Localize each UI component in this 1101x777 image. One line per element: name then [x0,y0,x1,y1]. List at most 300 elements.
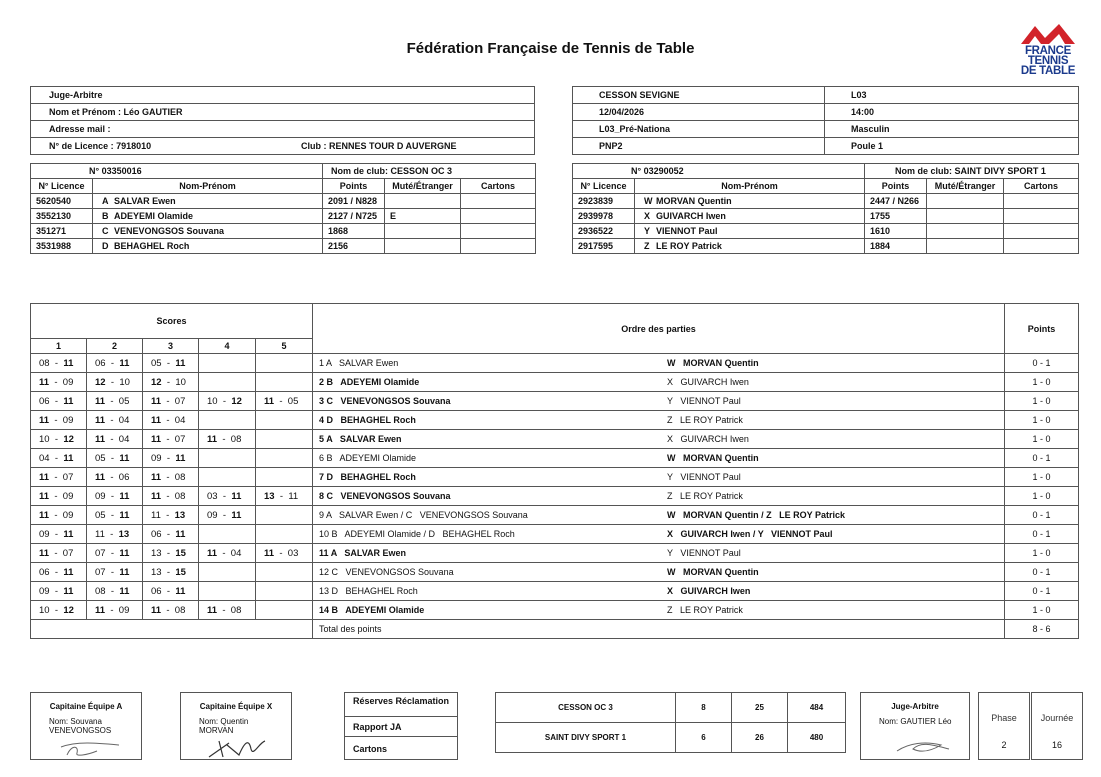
set-score-away: 08 [174,490,186,502]
set-score-sep: - [161,471,175,483]
set-score-away: 11 [119,452,130,464]
player-licence: 2939978 [573,209,635,224]
set-score-away: 08 [174,604,186,616]
set-2-header: 2 [87,339,143,354]
set-score-away: 04 [230,547,242,559]
game-right-player: X GUIVARCH Iwen [667,377,749,387]
player-name-cell [93,194,323,209]
game-right-player: Y VIENNOT Paul [667,548,741,558]
game-players [313,563,1005,582]
set-score-sep: - [105,604,119,616]
referee-licence-row [31,138,535,155]
set-score-home: 07 [95,547,106,559]
player-name-cell [93,239,323,254]
set-score-sep: - [49,376,63,388]
game-right-player: Z LE ROY Patrick [667,491,743,501]
set-score [199,525,256,544]
game-points: 1 - 0 [1005,392,1079,411]
set-score-home: 11 [151,395,162,407]
player-cartons [461,224,536,239]
set-score [256,411,313,430]
set-score [143,563,199,582]
game-row [31,601,1079,620]
referee-box-title: Juge-Arbitre [891,702,939,711]
set-score-away: 09 [62,376,74,388]
set-score [199,354,256,373]
set-score-home: 13 [151,566,162,578]
referee-label: Juge-Arbitre [31,87,535,104]
set-score-home: 07 [95,566,106,578]
set-score [87,506,143,525]
set-score [87,449,143,468]
set-score-sep: - [217,490,232,502]
match-date: 12/04/2026 [573,104,825,121]
set-score-home: 03 [207,490,218,502]
set-score [199,544,256,563]
captain-a-box [30,692,142,760]
set-score-away: 05 [118,395,130,407]
set-score-sep: - [274,490,289,502]
player-name: LE ROY Patrick [656,241,722,251]
logo-line-1: FRANCE [1024,45,1072,57]
set-score-home: 11 [151,471,162,483]
player-points: 2156 [323,239,385,254]
set-score-away: 11 [119,357,130,369]
player-row [573,209,1079,224]
set-score-sep: - [161,585,176,597]
player-row [573,194,1079,209]
set-score-home: 11 [39,547,50,559]
set-score [256,430,313,449]
set-score-home: 11 [95,433,106,445]
game-points: 0 - 1 [1005,563,1079,582]
set-score-away: 08 [230,604,242,616]
team-a-number: N° 03350016 [31,164,323,179]
team-a-table [30,163,536,254]
set-score [87,468,143,487]
set-score [143,411,199,430]
competition-code: L03 [825,87,1079,104]
game-row [31,468,1079,487]
set-score-away: 11 [119,509,130,521]
set-score-away: 12 [63,604,74,616]
game-right-player: W MORVAN Quentin [667,453,759,463]
set-score-sep: - [105,357,120,369]
set-1-header: 1 [31,339,87,354]
game-row [31,487,1079,506]
set-score-sep: - [161,566,176,578]
set-score [256,373,313,392]
set-score-sep: - [49,433,64,445]
set-score-home: 09 [39,528,50,540]
game-points: 1 - 0 [1005,601,1079,620]
set-score-away: 13 [118,528,130,540]
set-score-away: 11 [63,566,74,578]
set-score [199,392,256,411]
referee-club: Club : RENNES TOUR D AUVERGNE [301,141,457,151]
set-score [199,468,256,487]
set-score-home: 11 [95,414,106,426]
player-row [31,239,536,254]
game-points: 0 - 1 [1005,582,1079,601]
player-name: GUIVARCH Iwen [656,211,726,221]
game-right-player: X GUIVARCH Iwen [667,586,751,596]
set-score-away: 06 [118,471,130,483]
set-score [31,392,87,411]
set-score-away: 11 [119,547,130,559]
set-score-home: 08 [39,357,50,369]
player-row [31,209,536,224]
set-score [199,487,256,506]
set-score [87,582,143,601]
set-score-sep: - [105,433,119,445]
game-left-player: 4 D BEHAGHEL Roch [319,415,416,425]
journee-value: 16 [1051,740,1062,750]
set-score-away: 11 [63,395,74,407]
set-score-sep: - [217,433,231,445]
game-row [31,430,1079,449]
game-points: 1 - 0 [1005,487,1079,506]
set-score [31,601,87,620]
player-letter: X [644,211,651,221]
set-score-sep: - [49,585,64,597]
set-score-away: 11 [175,585,186,597]
set-score-away: 13 [174,509,186,521]
game-players [313,506,1005,525]
order-header: Ordre des parties [313,304,1005,354]
game-right-player: Z LE ROY Patrick [667,415,743,425]
set-score-home: 11 [151,604,162,616]
set-score-away: 11 [63,357,74,369]
set-score-home: 11 [151,414,162,426]
set-score-away: 11 [175,452,186,464]
competition-name: L03_Pré-Nationa [573,121,825,138]
division: PNP2 [573,138,825,155]
set-score-sep: - [105,395,119,407]
set-score-home: 11 [39,509,50,521]
team-x-number: N° 03290052 [573,164,865,179]
set-score-away: 07 [62,471,74,483]
set-score [31,354,87,373]
player-name-cell [635,239,865,254]
set-score-home: 11 [207,547,218,559]
set-score-home: 06 [39,566,50,578]
set-score [31,544,87,563]
player-row [31,224,536,239]
set-score-sep: - [161,414,175,426]
set-score [87,525,143,544]
captain-a-title: Capitaine Équipe A [49,702,123,711]
game-points: 1 - 0 [1005,544,1079,563]
player-name: MORVAN Quentin [656,196,732,206]
set-score-home: 12 [151,376,162,388]
set-score-sep: - [49,509,63,521]
set-score-home: 10 [39,433,50,445]
set-score-sep: - [105,414,119,426]
game-players [313,354,1005,373]
referee-box-name: Nom: GAUTIER Léo [879,717,952,726]
match-time: 14:00 [825,104,1079,121]
set-score-sep: - [161,395,175,407]
game-left-player: 14 B ADEYEMI Olamide [319,605,425,615]
set-score-home: 09 [95,490,106,502]
set-score-away: 11 [231,509,242,521]
player-name: VENEVONGSOS Souvana [114,226,225,236]
player-letter: D [102,241,109,251]
set-score [87,544,143,563]
set-score-home: 11 [95,604,106,616]
player-name-cell [635,224,865,239]
game-right-player: X GUIVARCH Iwen [667,434,749,444]
game-row [31,411,1079,430]
set-score-home: 05 [95,452,106,464]
col-mute: Muté/Étranger [927,179,1004,194]
set-score [31,582,87,601]
player-cartons [1004,239,1079,254]
set-score [199,411,256,430]
summary-value-3: 484 [788,693,846,723]
set-score [143,354,199,373]
set-score-sep: - [49,395,64,407]
set-score-sep: - [105,376,120,388]
game-left-player: 12 C VENEVONGSOS Souvana [319,567,454,577]
set-4-header: 4 [199,339,256,354]
set-score [256,468,313,487]
set-score [256,582,313,601]
set-score-home: 11 [39,414,50,426]
game-left-player: 5 A SALVAR Ewen [319,434,402,444]
set-score [87,354,143,373]
set-score-sep: - [160,509,175,521]
set-score-away: 11 [175,357,186,369]
set-score-home: 11 [95,528,105,540]
set-score [256,544,313,563]
set-score [256,354,313,373]
set-score-sep: - [161,376,176,388]
set-score-away: 09 [62,414,74,426]
referee-box [860,692,970,760]
set-score-sep: - [105,585,120,597]
set-score-sep: - [49,471,63,483]
set-score [31,449,87,468]
player-name: BEHAGHEL Roch [114,241,190,251]
game-row [31,354,1079,373]
set-score-home: 11 [95,471,106,483]
set-score-home: 09 [39,585,50,597]
game-points: 0 - 1 [1005,449,1079,468]
game-players [313,373,1005,392]
set-score-home: 06 [39,395,50,407]
set-score-away: 10 [119,376,130,388]
game-right-player: W MORVAN Quentin / Z LE ROY Patrick [667,510,846,520]
game-players [313,411,1005,430]
set-score [87,430,143,449]
player-letter: Z [644,241,650,251]
set-score [143,449,199,468]
player-mute [385,224,461,239]
reserves-label: Réserves Réclamation [345,693,457,717]
set-score-home: 11 [264,395,275,407]
set-score [199,506,256,525]
pool: Poule 1 [825,138,1079,155]
set-score-home: 11 [95,395,106,407]
set-score-sep: - [217,547,231,559]
host-club: CESSON SEVIGNE [573,87,825,104]
player-licence: 2923839 [573,194,635,209]
player-letter: Y [644,226,651,236]
player-points: 2447 / N266 [865,194,927,209]
game-left-player: 8 C VENEVONGSOS Souvana [319,491,451,501]
set-score-sep: - [161,433,175,445]
set-score-away: 11 [63,528,74,540]
game-points: 1 - 0 [1005,411,1079,430]
set-score-away: 07 [174,433,186,445]
summary-value-2: 26 [732,723,788,753]
game-players [313,449,1005,468]
set-score [31,487,87,506]
set-score [199,601,256,620]
set-score-home: 09 [151,452,162,464]
set-score-away: 10 [175,376,186,388]
set-score-home: 06 [95,357,106,369]
set-score-away: 07 [62,547,74,559]
journee-box [1031,692,1083,760]
game-points: 1 - 0 [1005,430,1079,449]
player-cartons [1004,209,1079,224]
set-score-sep: - [49,452,64,464]
summary-club: CESSON OC 3 [496,693,676,723]
set-score-sep: - [217,395,232,407]
player-licence: 5620540 [31,194,93,209]
set-score-home: 06 [151,528,162,540]
set-score-sep: - [161,604,175,616]
game-left-player: 7 D BEHAGHEL Roch [319,472,416,482]
set-score [143,544,199,563]
set-score-sep: - [161,528,176,540]
set-score [31,373,87,392]
set-score [199,582,256,601]
journee-label: Journée [1040,713,1074,723]
player-letter: A [102,196,109,206]
set-score-home: 11 [151,433,162,445]
reserves-box [344,692,458,760]
set-3-header: 3 [143,339,199,354]
phase-label: Phase [991,713,1017,723]
set-score [143,525,199,544]
referee-name: Nom et Prénom : Léo GAUTIER [31,104,535,121]
set-score-home: 05 [95,509,106,521]
player-cartons [461,209,536,224]
game-row [31,582,1079,601]
game-left-player: 2 B ADEYEMI Olamide [319,377,420,387]
player-cartons [1004,194,1079,209]
summary-value-2: 25 [732,693,788,723]
set-score-away: 04 [118,433,130,445]
set-score [87,411,143,430]
player-mute [385,194,461,209]
col-name: Nom-Prénom [93,179,323,194]
player-points: 2127 / N725 [323,209,385,224]
summary-value-3: 480 [788,723,846,753]
set-score-sep: - [105,471,119,483]
set-score-away: 15 [175,566,186,578]
phase-box [978,692,1030,760]
team-x-club: Nom de club: SAINT DIVY SPORT 1 [865,164,1079,179]
game-points: 0 - 1 [1005,354,1079,373]
game-points: 0 - 1 [1005,506,1079,525]
game-players [313,487,1005,506]
game-players [313,392,1005,411]
set-score [199,563,256,582]
cartons-label: Cartons [353,744,388,754]
game-row [31,506,1079,525]
game-left-player: 3 C VENEVONGSOS Souvana [319,396,451,406]
set-score-away: 11 [119,566,130,578]
set-score-away: 05 [287,395,299,407]
set-score-sep: - [161,452,176,464]
set-score [31,563,87,582]
scores-header: Scores [31,304,313,339]
set-score [143,487,199,506]
set-score [199,373,256,392]
player-points: 1868 [323,224,385,239]
set-score [87,487,143,506]
player-mute: E [385,209,461,224]
total-spacer [31,620,313,639]
set-score-home: 11 [39,376,50,388]
set-score [199,449,256,468]
player-points: 1884 [865,239,927,254]
games-table [30,303,1079,639]
col-licence: N° Licence [31,179,93,194]
player-mute [385,239,461,254]
gender: Masculin [825,121,1079,138]
fftt-logo [1015,22,1081,84]
player-name-cell [635,194,865,209]
set-score-away: 11 [63,452,74,464]
set-score-sep: - [217,604,231,616]
player-letter: B [102,211,109,221]
game-players [313,430,1005,449]
set-score-away: 04 [118,414,130,426]
set-score-home: 05 [151,357,162,369]
game-players [313,544,1005,563]
set-score-home: 08 [95,585,106,597]
set-score-away: 11 [231,490,242,502]
set-score-away: 08 [174,471,186,483]
player-licence: 2917595 [573,239,635,254]
set-score [143,601,199,620]
set-score-home: 04 [39,452,50,464]
game-right-player: X GUIVARCH Iwen / Y VIENNOT Paul [667,529,833,539]
player-points: 2091 / N828 [323,194,385,209]
set-score-away: 04 [174,414,186,426]
player-name: ADEYEMI Olamide [114,211,194,221]
set-score-away: 09 [62,490,74,502]
player-mute [927,224,1004,239]
set-score [31,506,87,525]
col-mute: Muté/Étranger [385,179,461,194]
set-score-home: 12 [95,376,106,388]
set-score-sep: - [161,547,176,559]
set-score-sep: - [104,528,119,540]
set-score [256,525,313,544]
captain-x-title: Capitaine Équipe X [199,702,273,711]
summary-club: SAINT DIVY SPORT 1 [496,723,676,753]
rapport-label: Rapport JA [345,717,457,737]
set-score-home: 11 [207,604,218,616]
set-5-header: 5 [256,339,313,354]
